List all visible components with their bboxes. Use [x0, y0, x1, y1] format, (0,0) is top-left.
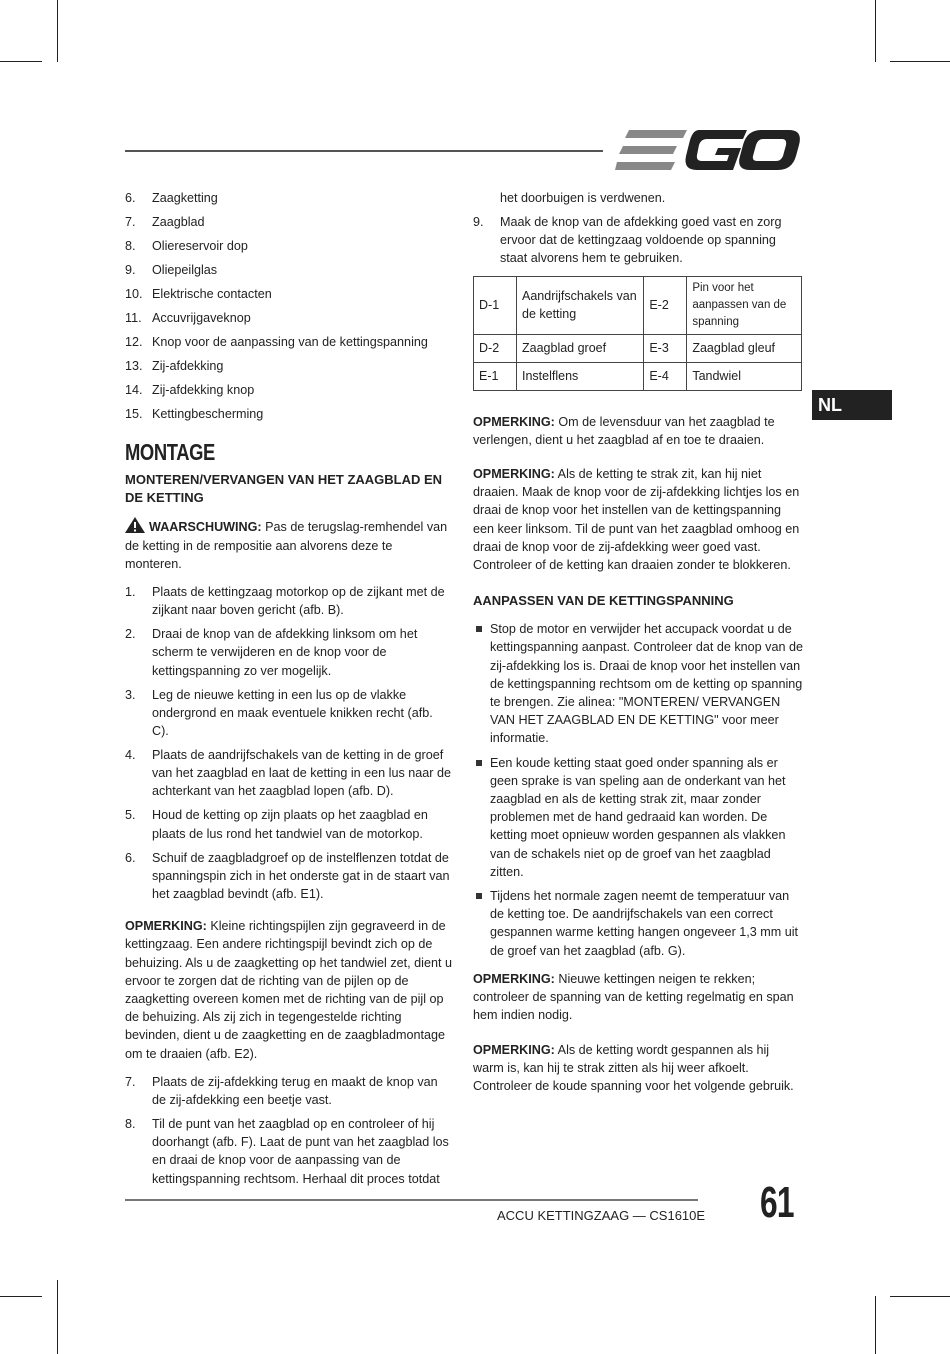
list-item: 6. Schuif de zaagbladgroef op de instelflenzen totdat de spanningspin zich in het onderste gat in de staart van het zaagblad bevindt (afb. E1). — [125, 850, 450, 902]
subsection-title: AANPASSEN VAN DE KETTINGSPANNING — [473, 593, 734, 609]
note-paragraph: OPMERKING: Om de levensduur van het zaagblad te verlengen, dient u het zaagblad af en toe te draaien. — [473, 414, 775, 447]
crop-mark — [0, 61, 42, 62]
crop-mark — [875, 1296, 876, 1354]
warning-icon — [125, 517, 145, 533]
list-item: 8. Til de punt van het zaagblad op en controleer of hij doorhangt (afb. F). Laat de punt van het zaagblad los en draai de knop voor de aanpassing van de kettingspanning rechtsom. Herhaal dit proces totdat — [125, 1117, 449, 1186]
bullet-list — [473, 620, 803, 960]
list-item: 2. Draai de knop van de afdekking linksom om het scherm te verwijderen en de knop voor de kettingspanning zo ver mogelijk. — [125, 627, 418, 678]
list-item: 7. Zaagblad — [125, 215, 205, 229]
list-item: 1. Plaats de kettingzaag motorkop op de zijkant met de zijkant naar boven gericht (afb. B). — [125, 585, 445, 618]
list-item: 10. Elektrische contacten — [125, 287, 272, 301]
list-item: 9. Oliepeilglas — [125, 263, 218, 277]
warning-paragraph: WAARSCHUWING: Pas de terugslag-remhendel van de ketting in de rempositie aan alvorens deze te monteren. — [125, 517, 452, 573]
crop-mark — [57, 1280, 58, 1354]
header-rule — [125, 150, 603, 152]
note-paragraph: OPMERKING: Als de ketting te strak zit, kan hij niet draaien. Maak de knop voor de zij-afdekking lichtjes los en draai de knop voor het instellen van de kettingspanning een keer linksom. Til de punt van het zaagblad omhoog en draai de knop voor de zij-afdekking weer goed vast. Controleer of de ketting kan draaien zonder te blokkeren. — [473, 467, 800, 573]
page-number: 61 — [760, 1178, 794, 1227]
list-item: 8. Oliereservoir dop — [125, 239, 248, 253]
list-item: 7. Plaats de zij-afdekking terug en maakt de knop van de zij-afdekking een beetje vast. — [125, 1074, 438, 1108]
list-item: 5. Houd de ketting op zijn plaats op het zaagblad en plaats de lus rond het tandwiel van de motorkop. — [125, 808, 428, 841]
steps-list — [473, 213, 803, 268]
list-item: Tijdens het normale zagen neemt de temperatuur van de ketting toe. De aandrijfschakels van een correct gespannen warme ketting hangen ongeveer 1,3 mm uit de groef van het zaagblad (afb. G). — [473, 887, 803, 960]
list-item: Een koude ketting staat goed onder spanning als er geen sprake is van speling aan de onderkant van het zaagblad en als de ketting strak zit, maar zonder problemen met de hand gedraaid kan worden. De ketting moet opnieuw worden gespannen als vlakken van de schakels niet op de groef van het zaagblad zitten. — [473, 754, 803, 881]
crop-mark — [0, 1296, 42, 1297]
step-continuation: het doorbuigen is verdwenen. — [500, 191, 666, 205]
table-row: E-1 Instelflens E-4 Tandwiel — [474, 362, 802, 390]
list-item: 13. Zij-afdekking — [125, 359, 224, 373]
left-column — [125, 189, 452, 1194]
crop-mark — [890, 1296, 950, 1297]
warning-label: WAARSCHUWING: — [149, 520, 262, 535]
list-item: 11. Accuvrijgaveknop — [125, 311, 251, 325]
right-column — [473, 189, 803, 1105]
crop-mark — [890, 61, 950, 62]
footer-product: ACCU KETTINGZAAG — CS1610E — [497, 1208, 706, 1223]
steps-list — [125, 583, 452, 903]
language-tab: NL — [812, 390, 892, 420]
note-paragraph: OPMERKING: Nieuwe kettingen neigen te rekken; controleer de spanning van de ketting regelmatig en span hem indien nodig. — [473, 971, 794, 1023]
list-item: 6. Zaagketting — [125, 191, 218, 205]
ego-logo — [615, 128, 800, 173]
note-paragraph: OPMERKING: Kleine richtingspijlen zijn gegraveerd in de kettingzaag. Een andere richtingspijl bevindt zich op de behuizing. Als u de zaagketting op het tandwiel zet, dient u ervoor te zorgen dat de richting van de pijlen op de zaagketting overeen komen met de richting van de pijl op de behuizing. Als zij zich in tegengestelde richting bevinden, dient u de zaagketting en de zaagbladmontage om te draaien (afb. E2). — [125, 919, 452, 1061]
section-title: MONTAGE — [125, 439, 215, 466]
list-item: Stop de motor en verwijder het accupack voordat u de kettingspanning aanpast. Controleer dat de knop van de zij-afdekking los is. Draai de knop voor het instellen van de kettingspanning rechtsom om de ketting op spanning te brengen. Zie alinea: "MONTEREN/ VERVANGEN VAN HET ZAAGBLAD EN DE KETTING" voor meer informatie. — [473, 620, 803, 747]
list-item: 14. Zij-afdekking knop — [125, 383, 255, 397]
list-item: 3. Leg de nieuwe ketting in een lus op de vlakke ondergrond en maak eventuele knikken recht (afb. C). — [125, 687, 433, 739]
parts-list — [125, 189, 452, 423]
steps-list — [125, 1073, 452, 1188]
table-row: D-2 Zaagblad groef E-3 Zaagblad gleuf — [474, 334, 802, 362]
footer-rule — [125, 1199, 698, 1201]
subsection-title: MONTEREN/VERVANGEN VAN HET ZAAGBLAD EN DE KETTING — [125, 472, 443, 506]
list-item: 12. Knop voor de aanpassing van de kettingspanning — [125, 335, 428, 349]
crop-mark — [57, 0, 58, 62]
table-row: D-1 Aandrijfschakels van de ketting E-2 Pin voor het aanpassen van de spanning — [474, 276, 802, 334]
list-item: 9. Maak de knop van de afdekking goed vast en zorg ervoor dat de kettingzaag voldoende op spanning staat alvorens hem te gebruiken. — [473, 215, 782, 266]
list-item: 4. Plaats de aandrijfschakels van de ketting in de groef van het zaagblad en laat de ketting in een lus naar de achterkant van het zaagblad lopen (afb. D). — [125, 748, 451, 799]
note-paragraph: OPMERKING: Als de ketting wordt gespannen als hij warm is, kan hij te strak zitten als hij weer afkoelt. Controleer de koude spanning voor het volgende gebruik. — [473, 1042, 794, 1093]
list-item: 15. Kettingbescherming — [125, 407, 264, 421]
crop-mark — [875, 0, 876, 62]
parts-code-table — [473, 276, 802, 391]
